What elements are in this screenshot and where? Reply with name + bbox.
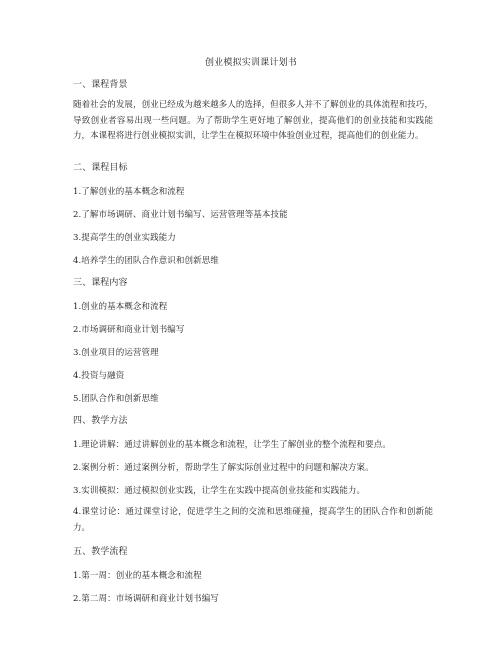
content-item-2: 2.市场调研和商业计划书编写 <box>73 325 185 335</box>
section-heading-methods: 四、教学方法 <box>73 416 128 426</box>
section-heading-background: 一、课程背景 <box>73 80 128 90</box>
process-item-1: 1.第一周：创业的基本概念和流程 <box>73 571 202 581</box>
background-paragraph: 随着社会的发展，创业已经成为越来越多人的选择，但很多人并不了解创业的具体流程和技巧，导致创业者容易出现一些问题。为了帮助学生更好地了解创业，提高他们的创业技能和实践能力，本课程将进行创业模拟实训，让学生在模拟环境中体验创业过程，提高他们的创业能力。 <box>73 100 433 141</box>
content-item-1: 1.创业的基本概念和流程 <box>73 302 168 312</box>
goal-item-1: 1.了解创业的基本概念和流程 <box>73 187 185 197</box>
document-title: 创业模拟实训课计划书 <box>204 58 297 68</box>
method-item-3: 3.实训模拟：通过模拟创业实践，让学生在实践中提高创业技能和实践能力。 <box>73 486 366 496</box>
section-heading-goals: 二、课程目标 <box>73 163 128 173</box>
section-heading-content: 三、课程内容 <box>73 278 128 288</box>
method-item-2: 2.案例分析：通过案例分析，帮助学生了解实际创业过程中的问题和解决方案。 <box>73 463 374 473</box>
method-item-4: 4.课堂讨论：通过课堂讨论，促进学生之间的交流和思维碰撞，提高学生的团队合作和创新能力。 <box>73 507 433 533</box>
goal-item-2: 2.了解市场调研、商业计划书编写、运营管理等基本技能 <box>73 210 288 220</box>
section-heading-process: 五、教学流程 <box>73 547 128 557</box>
goal-item-3: 3.提高学生的创业实践能力 <box>73 233 176 243</box>
content-item-4: 4.投资与融资 <box>73 371 125 381</box>
content-item-5: 5.团队合作和创新思维 <box>73 394 159 404</box>
method-item-1: 1.理论讲解：通过讲解创业的基本概念和流程，让学生了解创业的整个流程和要点。 <box>73 440 391 450</box>
content-item-3: 3.创业项目的运营管理 <box>73 348 159 358</box>
process-item-2: 2.第二周：市场调研和商业计划书编写 <box>73 594 219 604</box>
goal-item-4: 4.培养学生的团队合作意识和创新思维 <box>73 256 219 266</box>
